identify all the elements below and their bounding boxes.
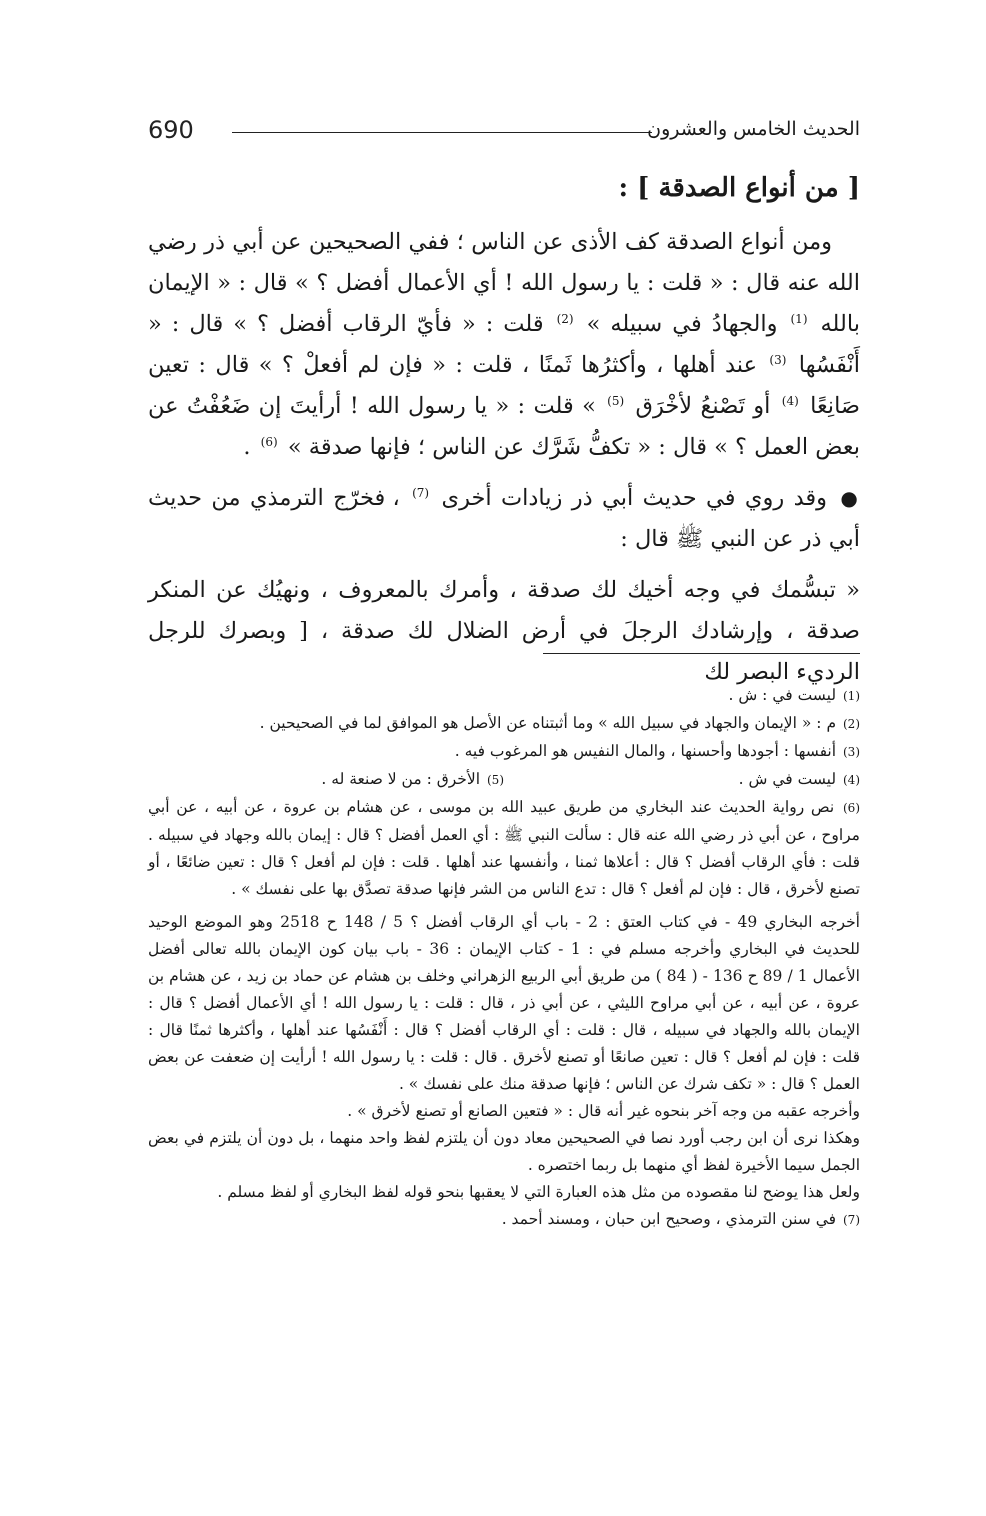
footnote-number: (7) xyxy=(842,1213,860,1227)
text-run: قلت : « فأيّ الرقاب أفضل ؟ » قال : « أَنْفَسُها xyxy=(148,311,860,378)
footnote-text: في سنن الترمذي ، وصحيح ابن حبان ، ومسند أحمد . xyxy=(501,1210,837,1228)
text-run: عند أهلها ، وأكثرُها ثَمنًا ، قلت : « فإن لم أفعلْ ؟ » قال : تعين صَانِعًا xyxy=(148,352,861,419)
text-run: » قلت : « يا رسول الله ! أرأيتَ إن ضَعُفْتُ عن بعض العمل ؟ » قال : « تكفُّ شَرَّك عن الناس ؛ فإنها صدقة » xyxy=(148,393,860,460)
text-run: ومن أنواع الصدقة كف الأذى عن الناس ؛ ففي الصحيحين عن أبي ذر رضي الله عنه قال : « قلت : يا رسول الله ! أي الأعمال أفضل ؟ » قال : « الإيمان بالله xyxy=(148,229,860,337)
footnote-text: الأخرق : من لا صنعة له . xyxy=(321,770,481,788)
footnote-ref[interactable]: (3) xyxy=(769,352,787,367)
footnote-number: (4) xyxy=(842,773,860,787)
footnote-6-comment: وهكذا نرى أن ابن رجب أورد نصا في الصحيحين معاد دون أن يلتزم لفظ واحد منهما ، بل دون أن يلتزم في بعض الجمل سيما الأخيرة لفظ أي منهما بل ربما اختصره . xyxy=(148,1129,860,1174)
footnote-5 xyxy=(148,766,504,794)
text-run: ، فخرّج الترمذي من حديث أبي ذر عن النبي ﷺ قال : xyxy=(148,485,860,552)
text-run: والجهادُ في سبيله » xyxy=(586,311,778,337)
footnote-3 xyxy=(148,738,860,766)
text-run: أو تَصْنعُ لأخْرَق xyxy=(635,393,771,419)
footnote-number: (1) xyxy=(842,689,860,703)
bullet-icon: ● xyxy=(840,486,861,510)
footnote-text: م : « الإيمان والجهاد في سبيل الله » وما أثبتناه عن الأصل هو الموافق لما في الصحيحين . xyxy=(259,714,837,732)
footnote-7 xyxy=(148,1206,860,1234)
footnote-ref[interactable]: (5) xyxy=(607,393,625,408)
footnote-1 xyxy=(148,682,860,710)
page-header xyxy=(148,112,860,152)
footnote-number: (5) xyxy=(486,773,504,787)
footnote-number: (3) xyxy=(842,745,860,759)
footnotes xyxy=(148,682,860,1234)
page-number: 690 xyxy=(148,116,194,144)
footnote-number: (2) xyxy=(842,717,860,731)
header-rule xyxy=(232,132,652,133)
footnote-ref[interactable]: (7) xyxy=(412,485,430,500)
footnote-6 xyxy=(148,794,860,903)
footnote-ref[interactable]: (4) xyxy=(781,393,799,408)
footnote-number: (6) xyxy=(842,801,860,815)
footnote-ref[interactable]: (2) xyxy=(556,311,574,326)
footnote-6-extra: وأخرجه عقبه من وجه آخر بنحوه غير أنه قال : « فتعين الصانع أو تصنع لأخرق » . xyxy=(347,1102,860,1120)
text-run: . xyxy=(243,434,251,460)
footnote-4 xyxy=(504,766,860,794)
section-title: [ من أنواع الصدقة ] : xyxy=(618,173,860,203)
footnote-2 xyxy=(148,710,860,738)
footnote-text: ليست في ش . xyxy=(738,770,837,788)
paragraph-hadith xyxy=(148,222,860,468)
text-run: وقد روي في حديث أبي ذر زيادات أخرى xyxy=(441,485,828,511)
footnote-text: ليست في : ش . xyxy=(728,686,837,704)
paragraph-quote: « تبسُّمك في وجه أخيك لك صدقة ، وأمرك بالمعروف ، ونهيُك عن المنكر صدقة ، وإرشادك الرجلَ في أرض الضلال لك صدقة ، [ وبصرك للرجل الرديء البصر لك xyxy=(148,577,860,685)
footnote-6-note: ولعل هذا يوضح لنا مقصوده من مثل هذه العبارة التي لا يعقبها بنحو قوله لفظ البخاري أو لفظ مسلم . xyxy=(217,1183,860,1201)
main-text xyxy=(148,168,860,703)
paragraph-additions xyxy=(148,478,860,560)
footnote-separator xyxy=(543,653,860,654)
running-title: الحديث الخامس والعشرون xyxy=(647,118,860,140)
footnote-ref[interactable]: (1) xyxy=(790,311,808,326)
footnote-text: نص رواية الحديث عند البخاري من طريق عبيد الله بن موسى ، عن هشام بن عروة ، عن أبيه ، عن أبي مراوح ، عن أبي ذر رضي الله عنه قال : سألت النبي ﷺ : أي العمل أفضل ؟ قال : إيمان بالله وجهاد في سبيله . قلت : فأي الرقاب أفضل ؟ قال : أعلاها ثمنا ، وأنفسها عند أهلها . قلت : فإن لم أفعل ؟ قال : تعين ضائعًا ، أو تصنع لأخرق ، قال : فإن لم أفعل ؟ قال : تدع الناس من الشر فإنها صدقة تصدَّق بها على نفسك » . xyxy=(148,798,860,898)
footnote-6-sources: أخرجه البخاري 49 - في كتاب العتق : 2 - باب أي الرقاب أفضل ؟ 5 / 148 ح 2518 وهو الموضع الوحيد للحديث في البخاري وأخرجه مسلم في : 1 - كتاب الإيمان : 36 - باب بيان كون الإيمان بالله تعالى أفضل الأعمال 1 / 89 ح 136 - ( 84 ) من طريق أبي الربيع الزهراني وخلف بن هشام عن حماد بن زيد ، عن هشام بن عروة ، عن أبيه ، عن أبي مراوح الليثي ، عن أبي ذر ، قال : قلت : يا رسول الله ! أي الأعمال أفضل ؟ قال : الإيمان بالله والجهاد في سبيله ، قال : قلت : أي الرقاب أفضل ؟ قال : أَنْفَسُها عند أهلها ، وأكثرها ثمنًا قال : قلت : فإن لم أفعل ؟ قال : تعين صانعًا أو تصنع لأخرق . قال : قلت : يا رسول الله ! أرأيت إن ضعفت عن بعض العمل ؟ قال : « تكف شرك عن الناس ؛ فإنها صدقة منك على نفسك » . xyxy=(148,913,860,1093)
footnote-ref[interactable]: (6) xyxy=(260,434,278,449)
footnote-text: أنفسها : أجودها وأحسنها ، والمال النفيس هو المرغوب فيه . xyxy=(454,742,837,760)
footnote-row xyxy=(148,766,860,794)
